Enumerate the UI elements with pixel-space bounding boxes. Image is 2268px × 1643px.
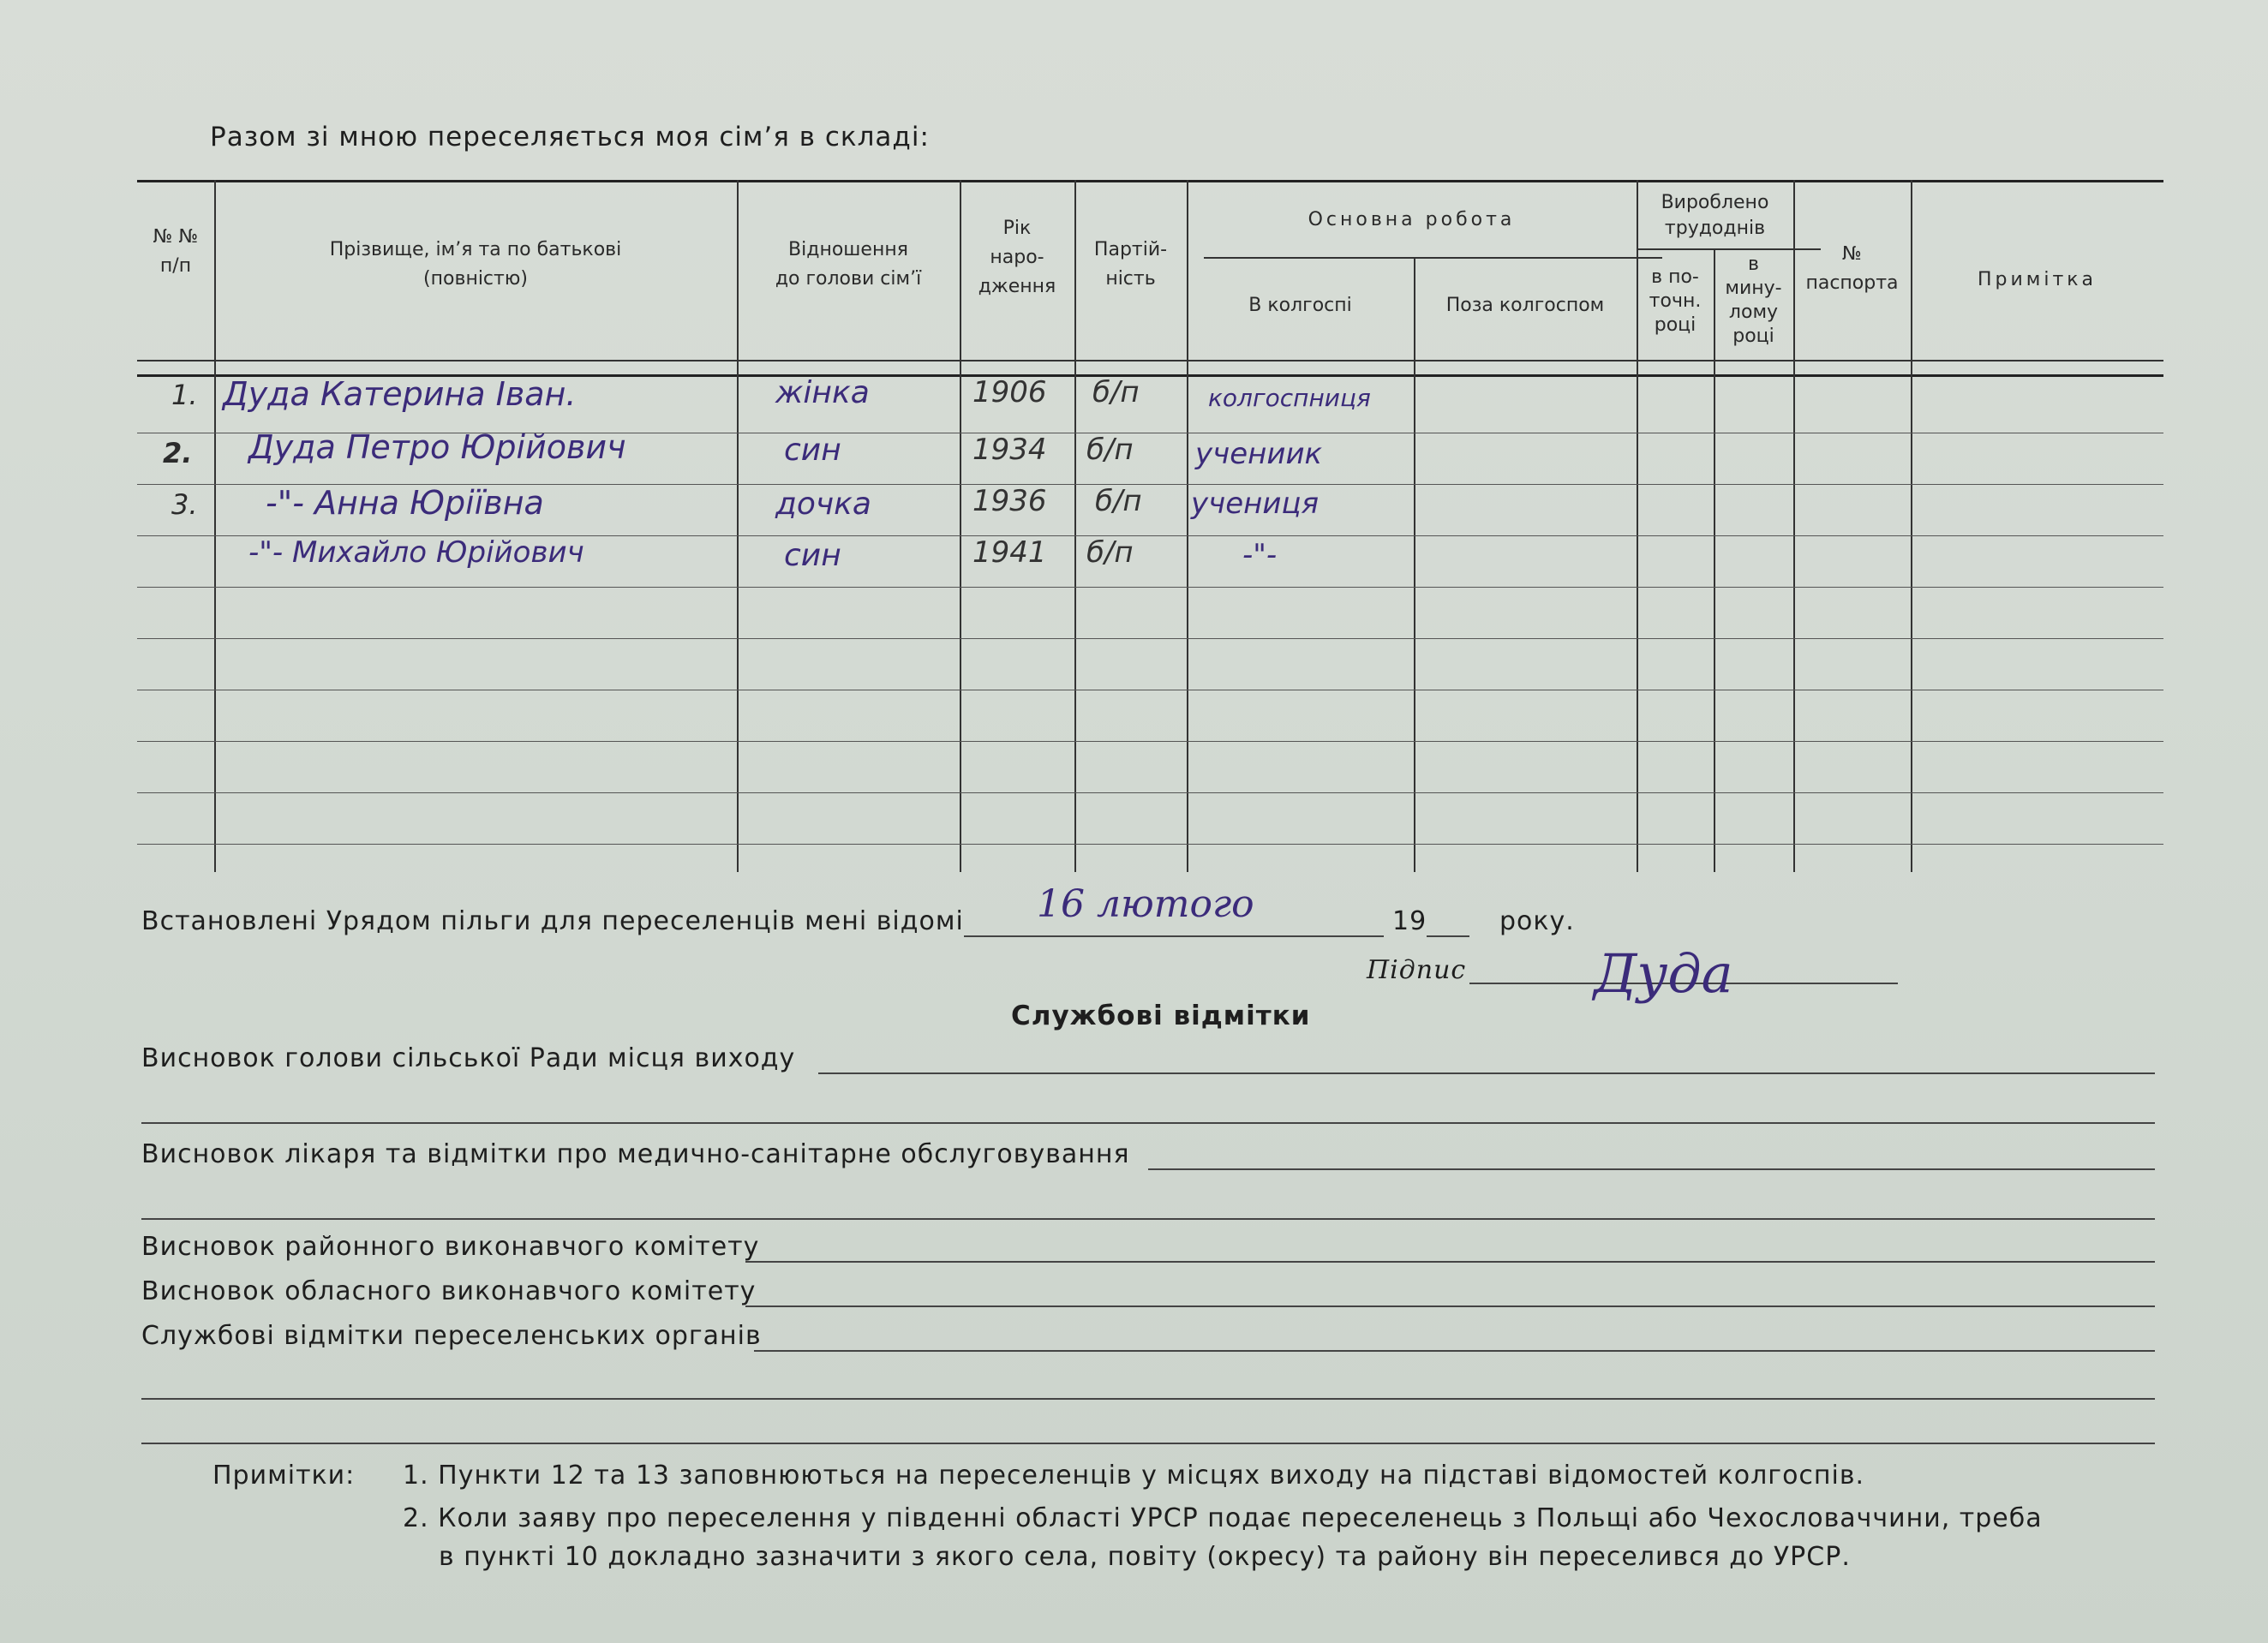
benefits-year-line	[1427, 935, 1469, 937]
benefits-text: Встановлені Урядом пільги для переселенців мені відомі	[141, 906, 964, 936]
header-note: Примітка	[1977, 269, 2097, 290]
header-bottom-border	[137, 360, 2163, 361]
field-line	[754, 1350, 2155, 1352]
notes-label: Примітки:	[212, 1461, 356, 1491]
header-name: Прізвище, ім’я та по батькові (повністю)	[329, 239, 622, 290]
row-line	[137, 587, 2163, 588]
row-2-relation: син	[784, 433, 841, 468]
row-4-party: б/п	[1086, 535, 1134, 570]
header-outside-kolhosp: Поза колгоспом	[1445, 295, 1605, 316]
signature-value: Дуда	[1594, 942, 1733, 1005]
col-divider	[1414, 257, 1415, 872]
benefits-year-suffix: року.	[1499, 906, 1575, 936]
field-line	[1148, 1168, 2155, 1170]
header-year: Рік наро- дження	[978, 218, 1056, 297]
field-oblast-committee: Висновок обласного виконавчого комітету	[141, 1276, 757, 1306]
note-1: 1. Пункти 12 та 13 заповнюються на переселенців у місцях виходу на підставі відомостей колгоспів.	[403, 1461, 1865, 1491]
family-table	[137, 180, 2163, 872]
field-line	[745, 1305, 2155, 1307]
field-district-committee: Висновок районного виконавчого комітету	[141, 1232, 760, 1262]
signature-label: Підпис	[1367, 955, 1467, 985]
row-1-work: колгоспниця	[1208, 384, 1371, 412]
row-1-num: 1.	[171, 379, 198, 411]
header-current-year: в по- точн. році	[1649, 266, 1702, 336]
row-3-relation: дочка	[775, 487, 871, 522]
benefits-year-prefix: 19	[1392, 906, 1427, 936]
field-doctor: Висновок лікаря та відмітки про медично-санітарне обслуговування	[141, 1139, 1130, 1169]
benefits-date-line	[964, 935, 1384, 937]
row-1-name: Дуда Катерина Іван.	[223, 375, 577, 413]
field-village-council: Висновок голови сільської Ради місця виходу	[141, 1043, 796, 1073]
header-workdays: Вироблено трудоднів	[1661, 192, 1769, 239]
row-3-work: учениця	[1191, 487, 1320, 521]
service-title: Службові відмітки	[1011, 1001, 1311, 1031]
row-1-year: 1906	[972, 375, 1047, 409]
header-passport: № паспорта	[1805, 243, 1899, 294]
row-3-name: -"- Анна Юріївна	[266, 484, 544, 522]
row-1-party: б/п	[1092, 375, 1140, 409]
row-3-year: 1936	[972, 484, 1047, 518]
row-line	[137, 792, 2163, 793]
field-line	[818, 1072, 2155, 1074]
header-relation: Відношення до голови сім’ї	[775, 239, 922, 290]
row-4-work: -"-	[1242, 538, 1278, 572]
row-3-party: б/п	[1095, 484, 1142, 518]
header-num: № № п/п	[153, 226, 199, 277]
table-top-border	[137, 180, 2163, 182]
row-line	[137, 638, 2163, 639]
row-4-year: 1941	[972, 535, 1047, 570]
note-2a: 2. Коли заяву про переселення у південні області УРСР подає переселенець з Польщі або Чехословаччини, треба	[403, 1503, 2043, 1533]
field-line	[141, 1218, 2155, 1220]
row-line	[137, 741, 2163, 742]
row-line	[137, 844, 2163, 845]
header-last-year: в мину- лому році	[1725, 254, 1782, 347]
field-line	[141, 1398, 2155, 1400]
field-line	[141, 1443, 2155, 1444]
row-2-party: б/п	[1086, 433, 1134, 467]
row-1-relation: жінка	[775, 375, 870, 410]
row-4-name: -"- Михайло Юрійович	[248, 535, 584, 570]
field-resettlement-organs: Службові відмітки переселенських органів	[141, 1321, 762, 1351]
field-line	[141, 1122, 2155, 1124]
row-2-num: 2.	[163, 437, 193, 469]
note-2b: в пункті 10 докладно зазначити з якого села, повіту (окресу) та району він переселився до УРСР.	[439, 1542, 1851, 1572]
row-2-name: Дуда Петро Юрійович	[248, 428, 626, 466]
header-main-work: Основна робота	[1308, 209, 1516, 230]
row-2-work: учениик	[1195, 437, 1323, 471]
benefits-date: 16 лютого	[1037, 882, 1254, 926]
field-line	[745, 1261, 2155, 1263]
main-work-subline	[1204, 257, 1662, 259]
row-2-year: 1934	[972, 433, 1047, 467]
header-in-kolhosp: В колгоспі	[1248, 295, 1352, 316]
header-party: Партій- ність	[1093, 239, 1168, 290]
col-divider	[1187, 180, 1188, 872]
row-3-num: 3.	[171, 488, 198, 521]
row-4-relation: син	[784, 538, 841, 573]
family-heading: Разом зі мною переселяється моя сім’я в складі:	[210, 122, 930, 152]
